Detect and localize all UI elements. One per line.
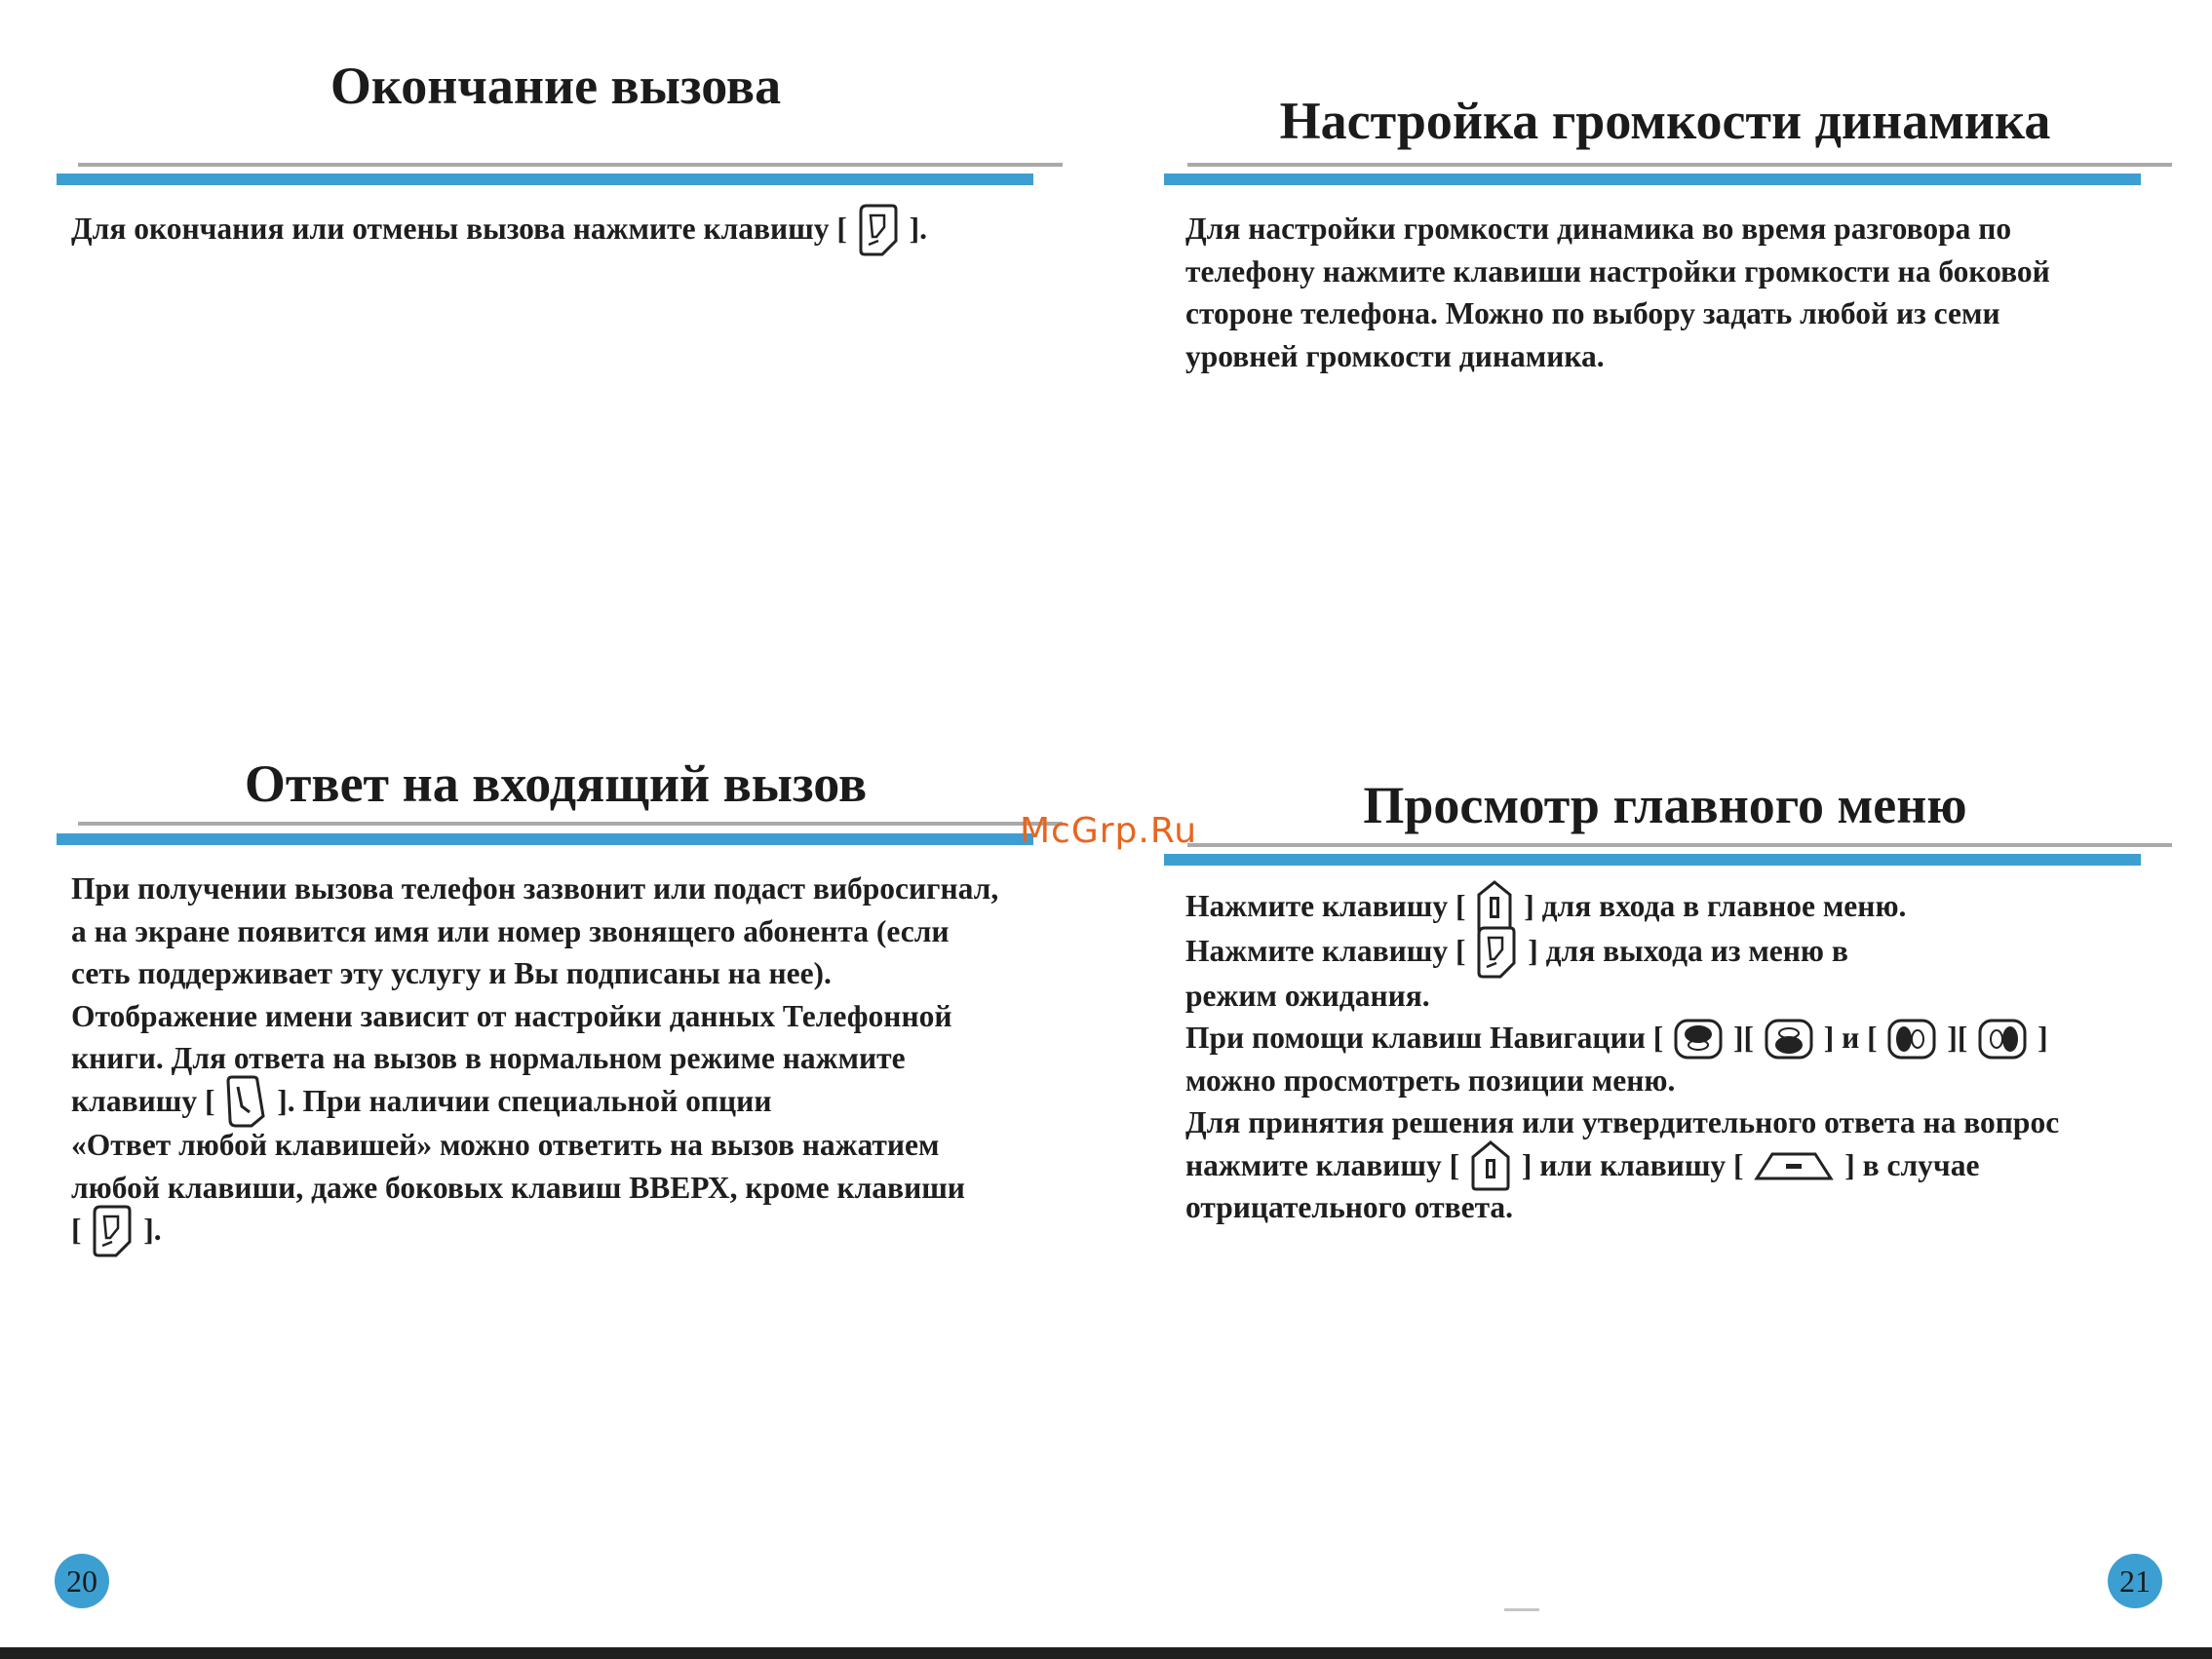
title-underline-gray: [1187, 843, 2172, 847]
section-title-end-call: Окончание вызова: [330, 57, 782, 115]
soft-key-icon: [1753, 1149, 1835, 1182]
end-key-icon: [1475, 924, 1518, 981]
main-menu-text: Нажмите клавишу [ ] для входа в главное меню. Нажмите клавишу [ ] для выхода из меню в режим ожидания. При помощи клавиш Навигации [ ][ ] и [ ][ ] можно просмотреть позиции меню. Для принятия решения или утвердительного ответа на вопрос нажмите клавишу [ ] или клавишу [ ] в случае отрицательного ответа.: [1185, 885, 2059, 1229]
end-call-text: Для окончания или отмены вызова нажмите клавишу [ ].: [71, 208, 927, 252]
bottom-border: [0, 1647, 2212, 1659]
nav-up-icon: [1673, 1018, 1724, 1061]
section-title-answer-call: Ответ на входящий вызов: [244, 754, 868, 813]
watermark: McGrp.Ru: [1020, 811, 1198, 851]
ok-key-icon: [1469, 1139, 1512, 1192]
section-title-main-menu: Просмотр главного меню: [1363, 776, 1967, 834]
page-number-left: 20: [55, 1554, 109, 1608]
title-underline-gray: [78, 822, 1063, 826]
nav-left-icon: [1886, 1018, 1937, 1061]
scan-mark: [1504, 1608, 1539, 1611]
title-underline-blue: [57, 833, 1033, 845]
end-key-icon: [91, 1203, 134, 1259]
title-underline-blue: [1164, 174, 2141, 185]
end-key-icon: [857, 202, 900, 258]
title-underline-blue: [1164, 854, 2141, 866]
page-number-right: 21: [2108, 1554, 2162, 1608]
title-underline-gray: [78, 163, 1063, 167]
title-underline-gray: [1187, 163, 2172, 167]
send-key-icon: [224, 1073, 267, 1130]
volume-text: Для настройки громкости динамика во время разговора по телефону нажмите клавиши настройки громкости на боковой стороне телефона. Можно по выбору задать любой из семи уровней громкости динамика.: [1185, 212, 2050, 373]
answer-call-text: При получении вызова телефон зазвонит или подаст вибросигнал, а на экране появится имя или номер звонящего абонента (если сеть поддерживает эту услугу и Вы подписаны на нее). Отображение имени зависит от настройки данных Телефонной книги. Для ответа на вызов в нормальном режиме нажмите клавишу [ ]. При наличии специальной опции «Ответ любой клавишей» можно ответить на вызов нажатием любой клавиши, даже боковых клавиш ВВЕРХ, кроме клавиши [ ].: [71, 868, 998, 1254]
section-title-volume: Настройка громкости динамика: [1279, 92, 2051, 150]
title-underline-blue: [57, 174, 1033, 185]
nav-down-icon: [1764, 1018, 1814, 1061]
nav-right-icon: [1977, 1018, 2028, 1061]
